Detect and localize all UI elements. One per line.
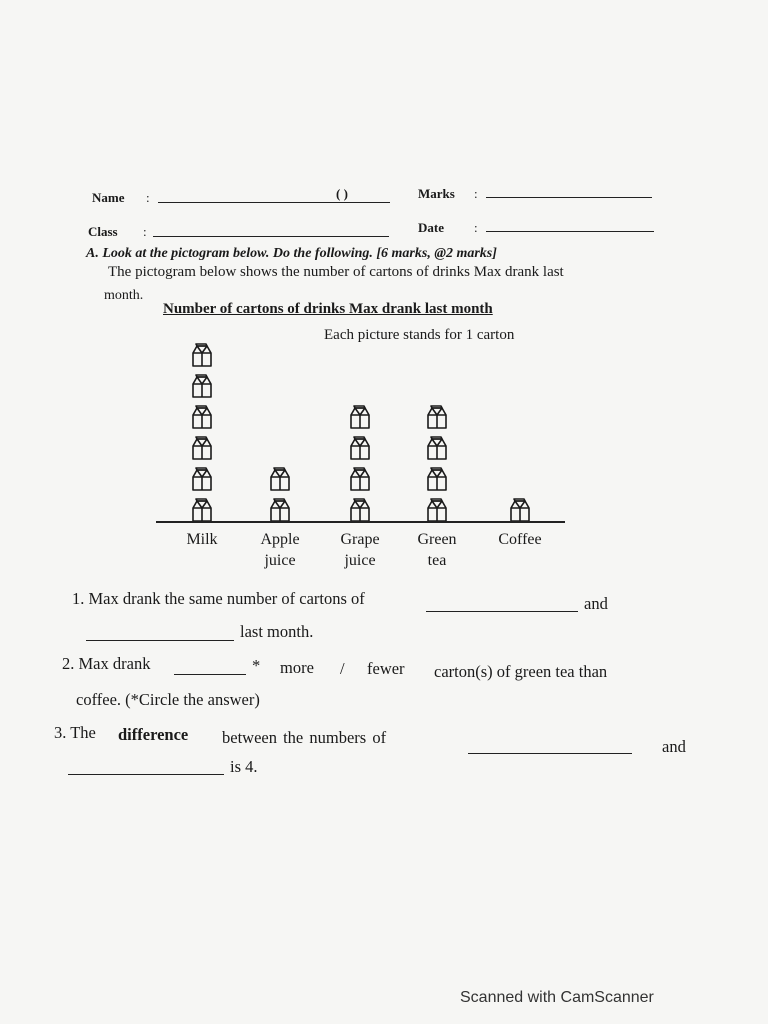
carton-icon [191, 467, 213, 491]
marks-label: Marks [418, 186, 455, 201]
carton-icon [426, 467, 448, 491]
q3-answer-2[interactable] [68, 774, 224, 775]
category-label-line: Apple [260, 531, 300, 548]
category-label-line: Milk [186, 531, 218, 548]
name-label: Name [92, 190, 125, 205]
scanned-with-camscanner: Scanned with CamScanner [460, 989, 654, 1006]
carton-icon [349, 467, 371, 491]
q1-answer-1[interactable] [426, 611, 578, 612]
carton-icon [191, 374, 213, 398]
q2-more-option[interactable]: more [280, 658, 314, 677]
carton-icon [191, 436, 213, 460]
q3-and: and [662, 737, 686, 756]
q1-and: and [584, 594, 608, 613]
category-label [240, 529, 320, 571]
q2-star: * [252, 656, 261, 675]
carton-icon [349, 498, 371, 522]
q2-fewer-option[interactable]: fewer [367, 659, 405, 678]
carton-icon [269, 498, 291, 522]
pictogram-baseline [156, 521, 565, 523]
q3-text-2: between the numbers of [222, 728, 387, 747]
chart-key: Each picture stands for 1 carton [324, 327, 515, 343]
category-label-line: juice [264, 552, 296, 569]
date-label: Date [418, 220, 444, 235]
q2-slash: / [340, 659, 345, 678]
category-label-line: Green [417, 531, 457, 548]
intro-line-2: month. [104, 288, 144, 303]
marks-colon: : [474, 186, 478, 201]
category-label [162, 529, 242, 550]
category-label-line: Coffee [498, 531, 542, 548]
category-label [320, 529, 400, 571]
q2-text: 2. Max drank [62, 654, 151, 673]
category-label [397, 529, 477, 571]
category-label-line: tea [427, 552, 447, 569]
carton-icon [191, 343, 213, 367]
q2-line-2: coffee. (*Circle the answer) [76, 690, 260, 709]
carton-icon [191, 405, 213, 429]
q3-text: 3. The [54, 723, 96, 742]
q1-text: 1. Max drank the same number of cartons of [72, 589, 365, 608]
q2-answer[interactable] [174, 674, 246, 675]
carton-icon [426, 498, 448, 522]
carton-icon [269, 467, 291, 491]
carton-icon [349, 436, 371, 460]
date-colon: : [474, 220, 478, 235]
category-label [480, 529, 560, 550]
category-label-line: juice [344, 552, 376, 569]
carton-icon [509, 498, 531, 522]
carton-icon [349, 405, 371, 429]
q3-answer-1[interactable] [468, 753, 632, 754]
intro-line-1: The pictogram below shows the number of cartons of drinks Max drank last [108, 264, 564, 280]
carton-icon [191, 498, 213, 522]
q1-end: last month. [240, 622, 314, 641]
section-a-title: A. Look at the pictogram below. Do the following. [6 marks, @2 marks] [86, 246, 497, 261]
carton-icon [426, 436, 448, 460]
q3-difference: difference [118, 725, 189, 744]
q2-rest: carton(s) of green tea than [434, 662, 608, 681]
carton-icon [426, 405, 448, 429]
class-label: Class [88, 224, 118, 239]
chart-title: Number of cartons of drinks Max drank last month [163, 301, 493, 317]
category-label-line: Grape [340, 531, 380, 548]
name-colon: : [146, 190, 150, 205]
q3-end: is 4. [230, 757, 258, 776]
class-colon: : [143, 224, 147, 239]
q1-answer-2[interactable] [86, 640, 234, 641]
index-paren: ( ) [336, 186, 348, 201]
